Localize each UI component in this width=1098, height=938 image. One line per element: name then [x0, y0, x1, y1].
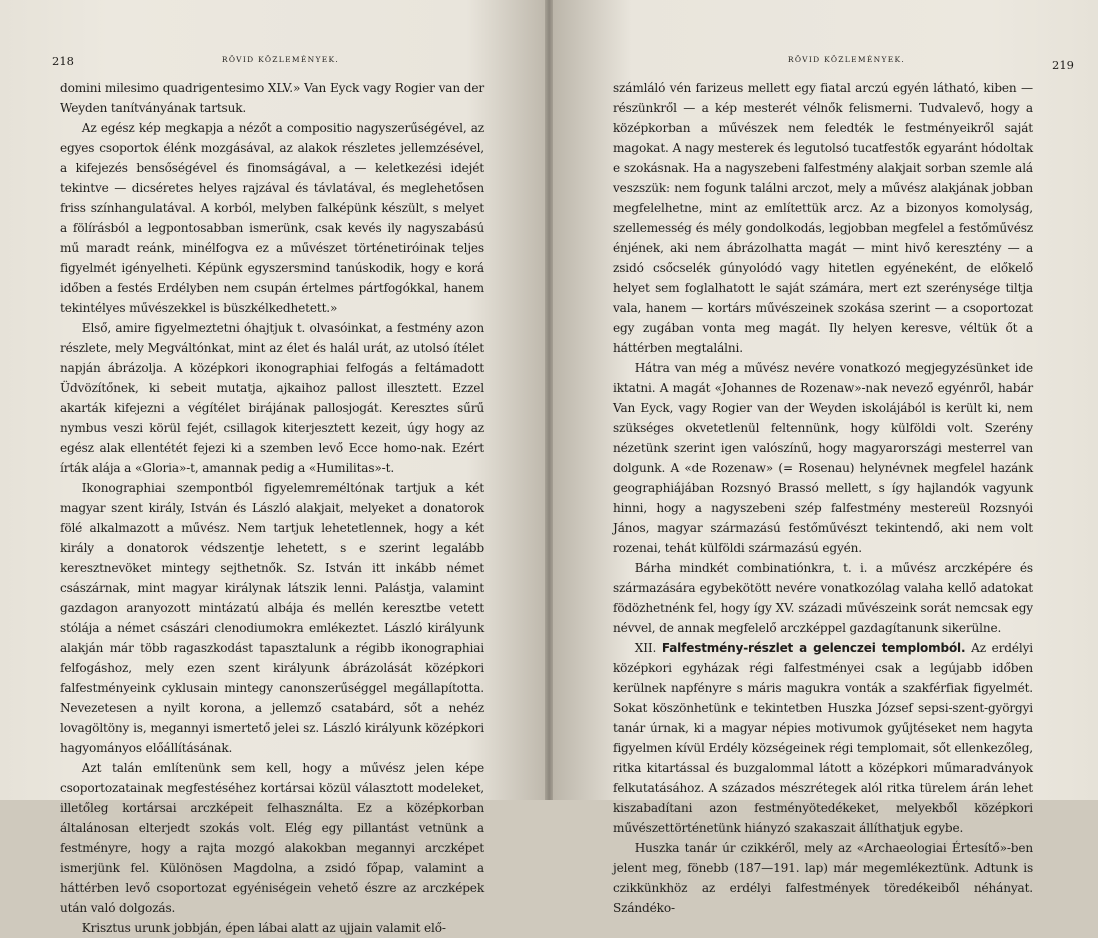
right-page	[549, 0, 1098, 915]
paragraph: Krisztus urunk jobbján, épen lábai alatt az ujjain valamit elő-	[81, 921, 446, 935]
section-number: XII.	[634, 641, 657, 655]
left-page-header	[52, 50, 509, 70]
paragraph: Azt talán említenünk sem kell, hogy a művész jelen képe csoportozatainak megfestéséhez kortársai közül választott modeleket, illetőleg kortársai arczképeit felhasználta. Ez a középkorban általánosan elterjedt szokás volt. Elég egy pillantást vetnünk a festményre, hogy a rajta mozgó alakokban megannyi arczképet ismerjünk fel. Különösen Magdolna, a zsidó főpap, valamint a háttérben levő csoportozat egyéniségein vehető észre az arczképek után való dolgozás.	[60, 761, 484, 915]
paragraph: Ikonographiai szempontból figyelemreméltónak tartjuk a két magyar szent király, István és László alakjait, melyeket a donatorok fölé alkalmazott a művész. Nem tartjuk lehetetlennek, hogy a két király a donatorok védszentje lehetett, s e szerint legalább keresztnevöket mintegy sejthetnők. Sz. István itt inkább német császárnak, mint magyar királynak látszik lenni. Palástja, valamint gazdagon aranyozott mintázatú albája és mellén keresztbe vetett stólája a német császári clenodiumokra emlékeztet. László királyunk alakján már több ragaszkodást tapasztalunk a régibb ikonographiai felfogáshoz, mely ezen szent királyunk ábrázolását középkori falfestményeink cyklusain mintegy canonszerűséggel megállapította. Nevezetesen a nyilt korona, a jellemző csatabárd, sőt a nehéz lovagöltöny is, megannyi ismertető jelei sz. László királyunk középkori hagyományos előállításának.	[60, 481, 484, 755]
paragraph: domini milesimo quadrigentesimo XLV.» Van Eyck vagy Rogier van der Weyden tanítványának tartsuk.	[60, 81, 484, 115]
book-gutter	[545, 0, 553, 800]
running-head: RÖVID KÖZLEMÉNYEK.	[787, 55, 906, 64]
section-paragraph	[613, 638, 1033, 838]
section-text: Az erdélyi középkori egyházak régi falfestményei csak a legújabb időben kerülnek napfényre s máris magukra vonták a szakférfiak figyelmét. Sokat köszönhetünk e tekintetben Huszka József sepsi-szent-györgyi tanár úrnak, ki a magyar népies motivumok gyűjtéseket nem hagyta figyelmen kívül Erdély községeinek régi templomait, sőt ellenkezőleg, ritka kitartással és buzgalommal látott a középkori műmaradványok felkutatásához. A százados mészrétegek alól ritka türelem árán lehet kiszabadítani azon festményötedékeket, melyekből középkori művészettörténetünk hiányzó szakaszait állíthatjuk egybe.	[613, 641, 1033, 835]
paragraph: Első, amire figyelmeztetni óhajtjuk t. olvasóinkat, a festmény azon részlete, mely Megváltónkat, mint az élet és halál urát, az utolsó ítélet napján ábrázolja. A középkori ikonographiai felfogás a feltámadott Üdvözítőnek, ki sebeit mutatja, ajkaihoz pallost illesztett. Ezzel akarták kifejezni a végítélet birájának pallosjogát. Keresztes sűrű nymbus veszi körül fejét, csillagok kiterjesztett kezeit, úgy hogy az egész alak ellentétét fejezi ki a szemben levő Ecce homo-nak. Ezért írták alája a «Gloria»-t, amannak pedig a «Humilitas»-t.	[60, 321, 484, 475]
paragraph: Az egész kép megkapja a nézőt a compositio nagyszerűségével, az egyes csoportok élénk mozgásával, az alakok részletes jellemzésével, a kifejezés bensőségével és finomságával, a — keletkezési idejét tekintve — dicséretes helyes rajzával és távlatával, és meglehetősen friss színhangulatával. A korból, melyben falképünk készült, s melyet a fölírásból a legpontosabban ismerünk, csak kevés ily nagyszabású mű maradt reánk, minélfogva ez a művészet történetiróinak teljes figyelmét igényelheti. Képünk egyszersmind tanúskodik, hogy e korá időben a festés Erdélyben nem csupán értelmes pártfogókkal, hanem tekintélyes művészekkel is büszkélkedhetett.»	[60, 121, 484, 315]
paragraph: Bárha mindkét combinatiónkra, t. i. a művész arczképére és származására egybekötött nevére vonatkozólag valaha kellő adatokat födözhetnénk fel, hogy így XV. századi művészeink sorát nemcsak egy névvel, de annak megfelelő arczképpel gazdagítanunk sikerülne.	[613, 561, 1033, 635]
paragraph: Huszka tanár úr czikkéről, mely az «Archaeologiai Értesítő»-ben jelent meg, fönebb (187—191. lap) már megemlékeztünk. Adtunk is czikkünkhöz az erdélyi falfestmények töredékeiből néhányat. Szándéko-	[613, 841, 1033, 915]
right-page-header	[619, 50, 1074, 70]
right-page-body	[613, 78, 1033, 918]
page-number: 219	[1052, 58, 1074, 72]
paragraph: Hátra van még a művész nevére vonatkozó megjegyzésünket ide iktatni. A magát «Johannes de Rozenaw»-nak nevező egyénről, habár Van Eyck, vagy Rogier van der Weyden iskolájából is került ki, nem szükséges okvetetlenül feltennünk, hogy külföldi volt. Szerény nézetünk szerint igen valószínű, hogy magyarországi mesterrel van dolgunk. A «de Rozenaw» (= Rosenau) helynévnek megfelel hazánk geographiájában Rozsnyó Brassó mellett, s így hajlandók vagyunk hinni, hogy a nagyszebeni szép falfestmény mestereül Rozsnyói János, magyar származású festőművészt tekintendő, aki nem volt rozenai, tehát külföldi származású egyén.	[613, 361, 1033, 555]
left-page	[0, 0, 549, 935]
page-number: 218	[52, 54, 74, 68]
section-title: Falfestmény-részlet a gelenczei templomból.	[661, 641, 966, 655]
running-head: RÖVID KÖZLEMÉNYEK.	[221, 55, 340, 64]
left-page-body	[60, 78, 484, 938]
paragraph: számláló vén farizeus mellett egy fiatal arczú egyén látható, kiben — részünkről — a kép mesterét vélnők felismerni. Tudvalevő, hogy a középkorban a művészek nem feledték le festményeikről saját magokat. A nagy mesterek és legutolsó tucatfestők egyaránt hódoltak e szokásnak. Ha a nagyszebeni falfestmény alakjait sorban szemle alá veszszük: nem fogunk találni arczot, mely a művész alakjának jobban megfelelhetne, mint az említettük arcz. Az a bizonyos komolyság, szellemesség és mély gondolkodás, legjobban megfelel a festőművész énjének, aki nem ábrázolhatta magát — mint hivő keresztény — a zsidó csőcselék gúnyolódó vagy hitetlen egyéneként, de előkelő helyet sem foglalhatott le saját számára, mert ezt szerénysége tiltja vala, hanem — kortárs művészeinek szokása szerint — a csoportozat egy zugában vonta meg magát. Ily helyen keresve, véltük őt a háttérben megtalálni.	[613, 81, 1033, 355]
